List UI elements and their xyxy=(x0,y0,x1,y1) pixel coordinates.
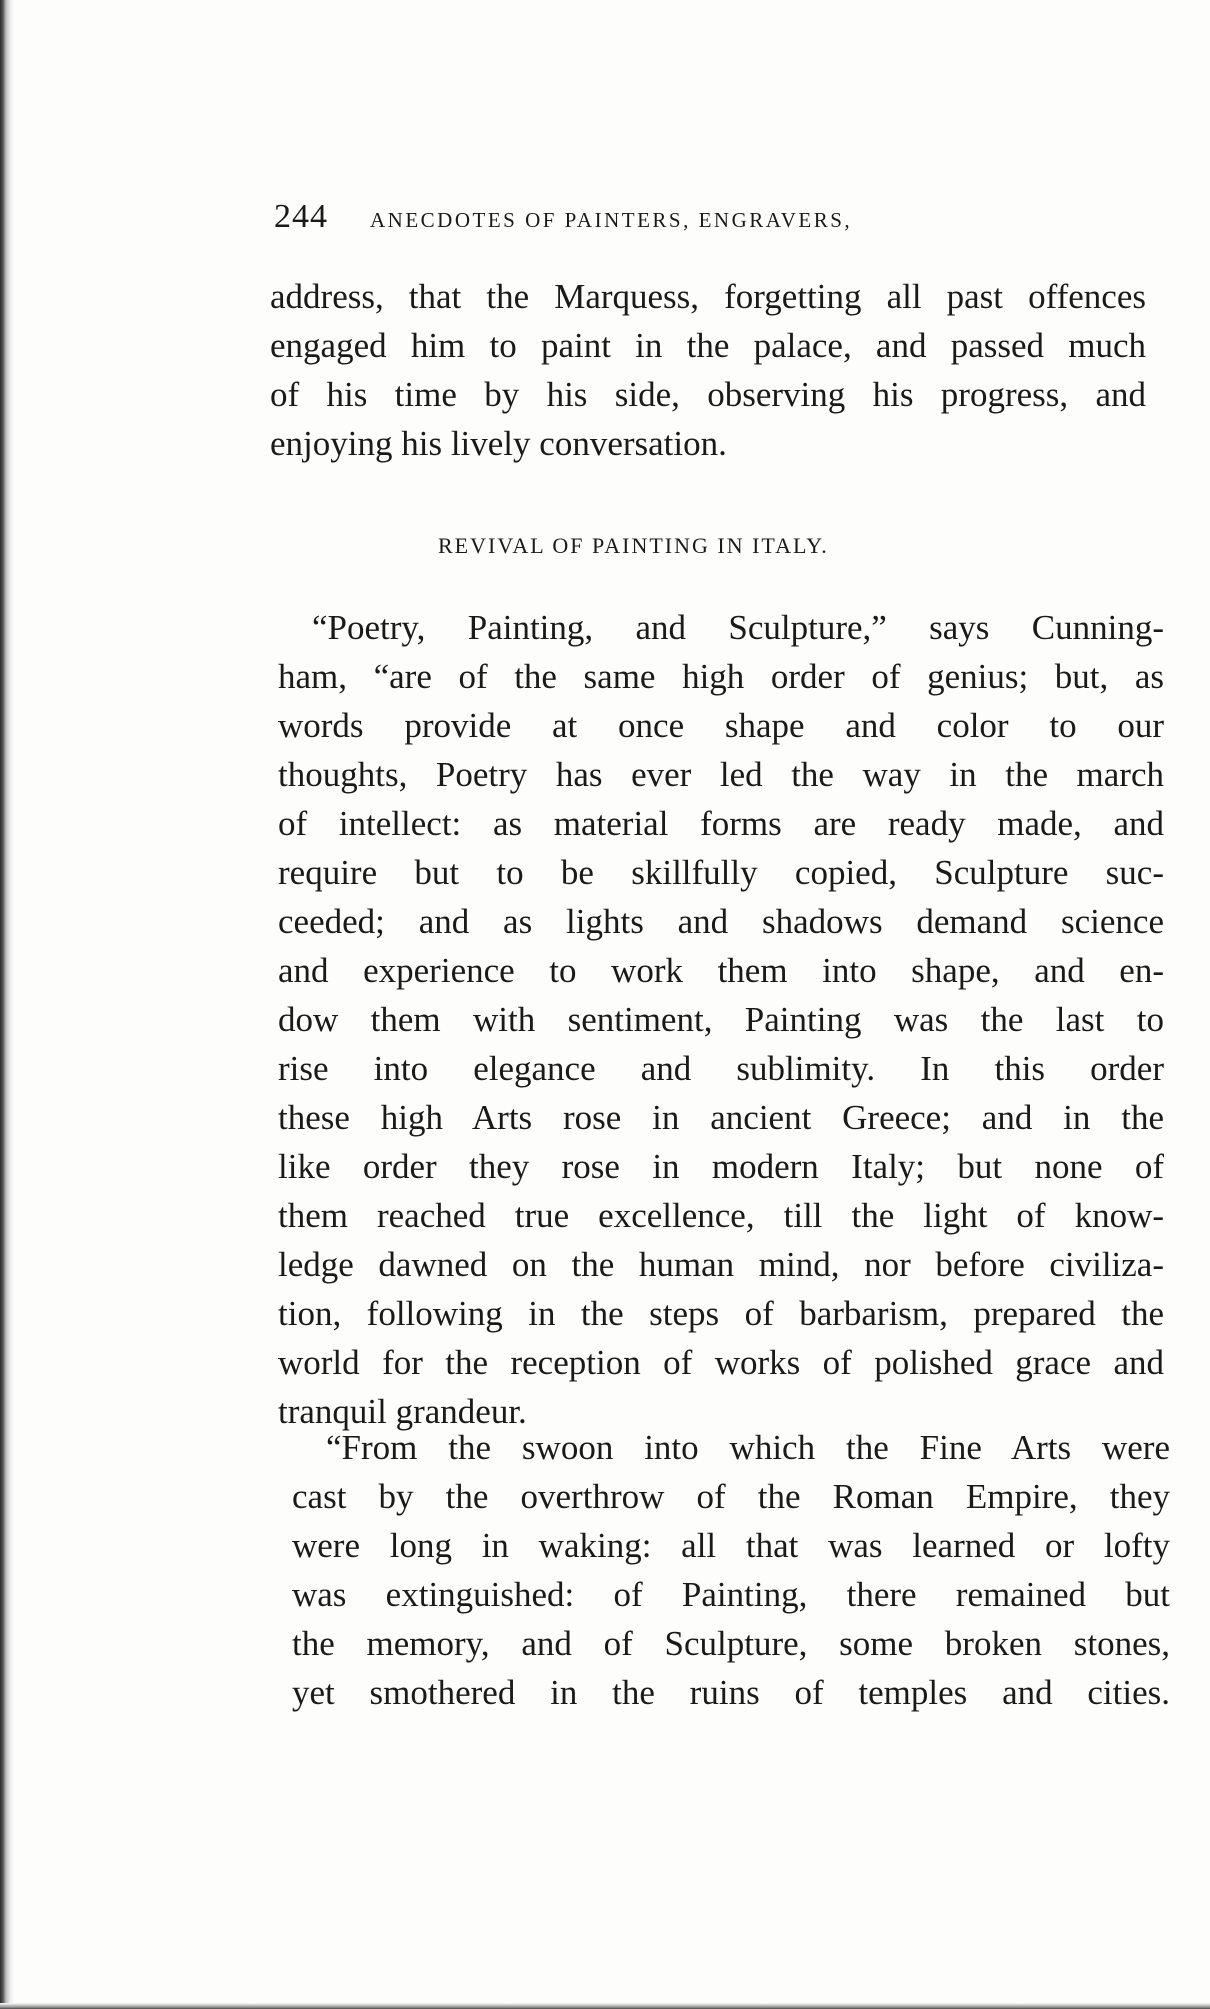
text-line: “Poetry, Painting, and Sculpture,” says Cunning- xyxy=(312,608,1164,647)
text-line: world for the reception of works of polished grace and xyxy=(278,1343,1164,1382)
paragraph-1 xyxy=(278,603,1164,1436)
continued-paragraph xyxy=(270,272,1146,468)
text-line: cast by the overthrow of the Roman Empire, they xyxy=(292,1477,1170,1516)
paragraph-2 xyxy=(292,1423,1170,1717)
text-line: engaged him to paint in the palace, and passed much xyxy=(270,326,1146,365)
text-line: yet smothered in the ruins of temples and cities. xyxy=(292,1673,1170,1712)
text-line: ledge dawned on the human mind, nor before civiliza- xyxy=(278,1245,1164,1284)
text-line: tion, following in the steps of barbarism, prepared the xyxy=(278,1294,1164,1333)
text-line: ham, “are of the same high order of genius; but, as xyxy=(278,657,1164,696)
text-line: dow them with sentiment, Painting was the last to xyxy=(278,1000,1164,1039)
page-number: 244 xyxy=(274,198,328,235)
text-line: was extinguished: of Painting, there remained but xyxy=(292,1575,1170,1614)
text-line: were long in waking: all that was learned or lofty xyxy=(292,1526,1170,1565)
running-title: ANECDOTES OF PAINTERS, ENGRAVERS, xyxy=(370,208,853,232)
text-line: require but to be skillfully copied, Sculpture suc- xyxy=(278,853,1164,892)
text-line: rise into elegance and sublimity. In this order xyxy=(278,1049,1164,1088)
text-line: of intellect: as material forms are ready made, and xyxy=(278,804,1164,843)
text-line: address, that the Marquess, forgetting all past offences xyxy=(270,277,1146,316)
page-bottom-edge xyxy=(0,2003,1210,2009)
text-line: like order they rose in modern Italy; but none of xyxy=(278,1147,1164,1186)
text-line: tranquil grandeur. xyxy=(278,1392,527,1431)
text-line: words provide at once shape and color to our xyxy=(278,706,1164,745)
text-line: and experience to work them into shape, and en- xyxy=(278,951,1164,990)
text-line: of his time by his side, observing his progress, and xyxy=(270,375,1146,414)
text-line: the memory, and of Sculpture, some broken stones, xyxy=(292,1624,1170,1663)
running-head xyxy=(274,198,1034,248)
section-heading: REVIVAL OF PAINTING IN ITALY. xyxy=(438,533,829,558)
text-line: enjoying his lively conversation. xyxy=(270,424,727,463)
text-line: thoughts, Poetry has ever led the way in the march xyxy=(278,755,1164,794)
text-line: them reached true excellence, till the light of know- xyxy=(278,1196,1164,1235)
text-line: “From the swoon into which the Fine Arts were xyxy=(326,1428,1170,1467)
binding-edge xyxy=(0,0,14,2009)
text-line: these high Arts rose in ancient Greece; and in the xyxy=(278,1098,1164,1137)
text-line: ceeded; and as lights and shadows demand science xyxy=(278,902,1164,941)
